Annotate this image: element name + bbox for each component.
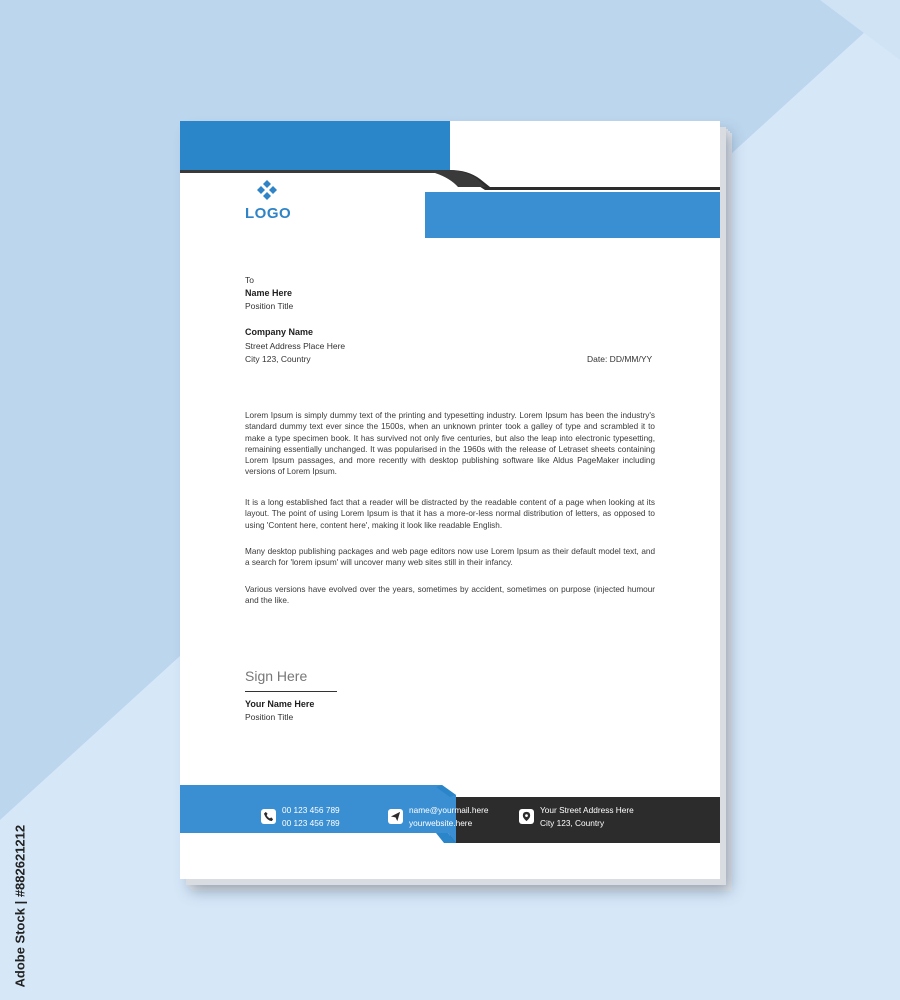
- signature-placeholder: Sign Here: [245, 668, 308, 684]
- diamond-cluster-icon: [254, 180, 280, 200]
- address-line-2: City 123, Country: [540, 818, 605, 828]
- logo-text: LOGO: [245, 205, 292, 222]
- company-city: City 123, Country: [245, 354, 311, 364]
- recipient-name: Name Here: [245, 288, 293, 298]
- body-paragraph: It is a long established fact that a reader will be distracted by the readable content of a page when looking at its layout. The point of using Lorem Ipsum is that it has a more-or-less normal distribution of letters, as opposed to using 'Content here, content here', making it look like readable English.: [245, 498, 655, 530]
- send-icon: [388, 809, 403, 824]
- recipient-position: Position Title: [245, 301, 294, 311]
- stock-id-watermark: Adobe Stock | #882621212: [12, 824, 28, 988]
- phone-icon: [261, 809, 276, 824]
- signature-line: [245, 691, 337, 692]
- phone-line-2: 00 123 456 789: [282, 818, 340, 828]
- address-line-1: Your Street Address Here: [540, 805, 634, 815]
- letterhead-page: [180, 121, 720, 879]
- company-street: Street Address Place Here: [245, 341, 346, 351]
- signer-position: Position Title: [245, 712, 294, 722]
- signer-name: Your Name Here: [245, 699, 315, 709]
- body-paragraph: Various versions have evolved over the years, sometimes by accident, sometimes on purpose (injected humour and the like.: [245, 585, 655, 606]
- to-label: To: [245, 275, 254, 285]
- company-name: Company Name: [245, 327, 314, 337]
- phone-line-1: 00 123 456 789: [282, 805, 340, 815]
- website-text: yourwebsite.here: [409, 818, 473, 828]
- body-paragraph: Many desktop publishing packages and web page editors now use Lorem Ipsum as their default model text, and a search for 'lorem ipsum' will uncover many web sites still in their infancy.: [245, 547, 655, 568]
- location-pin-icon: [519, 809, 534, 824]
- body-paragraph: Lorem Ipsum is simply dummy text of the printing and typesetting industry. Lorem Ipsum has been the industry's standard dummy text ever since the 1500s, when an unknown printer took a galley of type and scrambled it to make a type specimen book. It has survived not only five centuries, but also the leap into electronic typesetting, remaining essentially unchanged. It was popularised in the 1960s with the release of Letraset sheets containing Lorem Ipsum passages, and more recently with desktop publishing software like Aldus PageMaker including versions of Lorem Ipsum.: [245, 411, 655, 477]
- date: Date: DD/MM/YY: [587, 354, 653, 364]
- email-text: name@yourmail.here: [409, 805, 489, 815]
